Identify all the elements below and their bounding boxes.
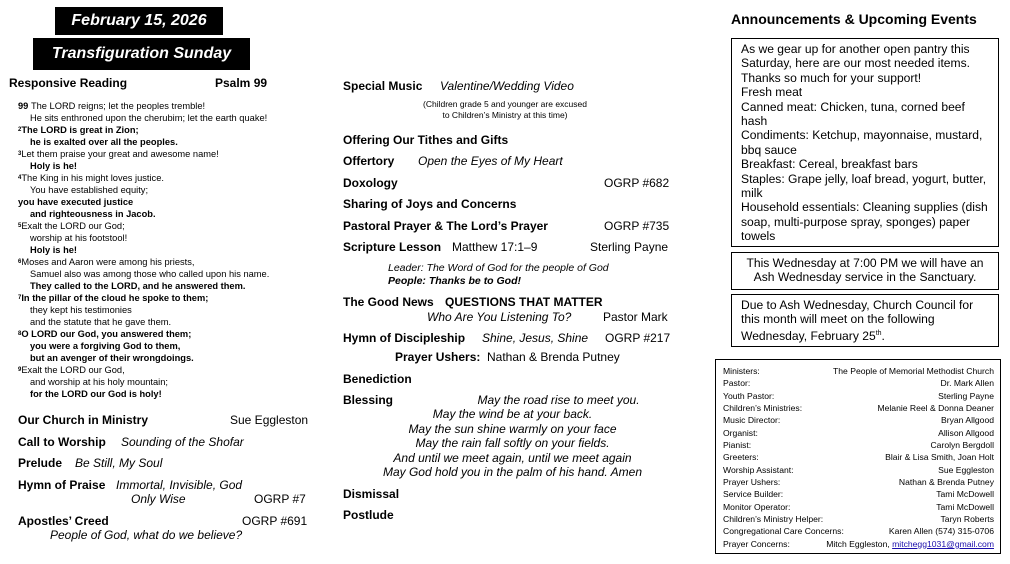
staff-name: Carolyn Bergdoll — [930, 440, 994, 451]
hymn-of-discipleship-label: Hymn of Discipleship — [343, 331, 466, 345]
psalm-line — [18, 244, 318, 256]
apostles-creed-number: OGRP #691 — [242, 514, 308, 528]
staff-role: Worship Assistant: — [723, 464, 794, 475]
sermon-pastor: Pastor Mark — [603, 310, 668, 324]
psalm-line-text: Exalt the LORD our God, — [21, 365, 125, 375]
doxology-number: OGRP #682 — [604, 176, 670, 190]
benediction-label: Benediction — [343, 372, 412, 386]
staff-name: The People of Memorial Methodist Church — [833, 366, 994, 376]
psalm-line-text: you have executed justice — [18, 197, 134, 207]
staff-name: Allison Allgood — [938, 427, 994, 438]
verse-number: 7 — [18, 295, 22, 301]
announcements-title: Announcements & Upcoming Events — [731, 11, 977, 27]
blessing-line: And until we meet again, until we meet again — [393, 450, 632, 465]
offertory-title: Open the Eyes of My Heart — [418, 154, 563, 168]
pantry-line: Canned meat: Chicken, tuna, corned beef hash — [741, 99, 965, 129]
pastoral-prayer-number: OGRP #735 — [604, 219, 670, 233]
staff-directory — [715, 359, 1001, 554]
joys-concerns-label: Sharing of Joys and Concerns — [343, 197, 517, 211]
psalm-line-text: The King in his might loves justice. — [21, 173, 164, 183]
staff-row — [723, 451, 994, 463]
psalm-line-text: They called to the LORD, and he answered them. — [30, 281, 246, 291]
staff-name: Blair & Lisa Smith, Joan Holt — [885, 452, 994, 463]
good-news-label: The Good News — [343, 295, 434, 309]
pantry-announcement — [731, 38, 999, 247]
call-to-worship-title: Sounding of the Shofar — [121, 435, 244, 449]
psalm-line-text: Moses and Aaron were among his priests, — [21, 257, 195, 267]
psalm-line-text: The LORD is great in Zion; — [21, 125, 139, 135]
blessing-line: May the wind be at your back. — [432, 407, 593, 422]
psalm-line-text: He sits enthroned upon the cherubim; let the earth quake! — [30, 113, 268, 123]
staff-name: Karen Allen (574) 315-0706 — [888, 526, 994, 537]
verse-number: 8 — [18, 331, 22, 337]
prayer-concerns-row — [723, 538, 994, 550]
hymn-of-praise-number: OGRP #7 — [254, 492, 306, 506]
prayer-concerns-email-link[interactable]: mitchegg1031@gmail.com — [892, 538, 994, 549]
staff-row — [723, 525, 994, 537]
children-note — [343, 99, 667, 121]
staff-row — [723, 402, 994, 414]
psalm-line-text: In the pillar of the cloud he spoke to them; — [21, 293, 209, 303]
hymn-of-praise-title-cont: Only Wise — [131, 492, 186, 506]
psalm-line-text: and worship at his holy mountain; — [30, 377, 168, 387]
staff-row — [723, 365, 994, 377]
staff-row — [723, 476, 994, 488]
staff-role: Music Director: — [723, 415, 781, 426]
psalm-line-text: you were a forgiving God to them, — [30, 341, 181, 351]
leader-response: Leader: The Word of God for the people of God — [388, 262, 609, 274]
staff-name: Melanie Reel & Donna Deaner — [877, 403, 994, 414]
blessing-line: May the rain fall softly on your fields. — [415, 436, 610, 451]
staff-row — [723, 501, 994, 513]
psalm-line — [18, 364, 318, 376]
psalm-line — [18, 220, 318, 232]
children-note-line-2: to Children’s Ministry at this time) — [442, 110, 568, 120]
pantry-line: Staples: Grape jelly, loaf bread, yogurt, butter, milk — [741, 171, 987, 201]
staff-name: Dr. Mark Allen — [940, 378, 994, 389]
verse-number: 9 — [18, 367, 22, 373]
staff-role: Service Builder: — [723, 489, 784, 500]
pantry-line: Fresh meat — [741, 85, 803, 100]
pantry-line: As we gear up for another open pantry this Saturday, here are our most needed items. — [741, 42, 971, 71]
responsive-reading-title: Responsive Reading — [9, 76, 128, 90]
council-text: Due to Ash Wednesday, Church Council for this month will meet on the following Wednesday, February 25th. — [741, 298, 974, 343]
pantry-line: Thanks so much for your support! — [741, 70, 922, 85]
staff-row — [723, 390, 994, 402]
prayer-ushers-names: Nathan & Brenda Putney — [487, 350, 620, 364]
psalm-line-text: O LORD our God, you answered them; — [21, 329, 192, 339]
psalm-line-text: Samuel also was among those who called upon his name. — [30, 269, 270, 279]
staff-row — [723, 464, 994, 476]
psalm-line — [18, 112, 318, 124]
scripture-lesson-label: Scripture Lesson — [343, 240, 442, 254]
offertory-label: Offertory — [343, 154, 395, 168]
psalm-line — [18, 172, 318, 184]
psalm-line — [18, 388, 318, 400]
psalm-line-text: worship at his footstool! — [30, 233, 128, 243]
staff-role: Youth Pastor: — [723, 390, 775, 401]
staff-name: Tami McDowell — [936, 501, 994, 512]
blessing-label: Blessing — [343, 393, 394, 407]
psalm-line — [18, 376, 318, 388]
psalm-line-text: Holy is he! — [30, 245, 78, 255]
pastoral-prayer-label: Pastoral Prayer & The Lord’s Prayer — [343, 219, 548, 233]
staff-name: Sue Eggleston — [938, 464, 994, 475]
staff-name: Bryan Allgood — [940, 415, 994, 426]
psalm-line — [18, 340, 318, 352]
psalm-line-text: they kept his testimonies — [30, 305, 132, 315]
verse-number: 6 — [18, 259, 22, 265]
psalm-line-text: You have established equity; — [30, 185, 149, 195]
date-banner: February 15, 2026 — [55, 7, 223, 35]
prayer-ushers-label: Prayer Ushers: — [395, 350, 481, 364]
blessing-text — [360, 393, 665, 479]
pantry-line: Breakfast: Cereal, breakfast bars — [741, 157, 918, 172]
hymn-of-discipleship-title: Shine, Jesus, Shine — [482, 331, 589, 345]
staff-role: Organist: — [723, 427, 758, 438]
staff-row — [723, 414, 994, 426]
psalm-line — [18, 352, 318, 364]
prayer-concerns-role: Prayer Concerns: — [723, 538, 790, 549]
psalm-line-text: Let them praise your great and awesome name! — [21, 149, 219, 159]
staff-role: Ministers: — [723, 366, 760, 376]
blessing-line: May the sun shine warmly on your face — [408, 421, 617, 436]
staff-row — [723, 427, 994, 439]
verse-number: 99 — [18, 101, 31, 111]
psalm-line-text: and righteousness in Jacob. — [30, 209, 156, 219]
blessing-line: May God hold you in the palm of his hand. Amen — [382, 465, 643, 480]
psalm-line — [18, 124, 318, 136]
pantry-line: Condiments: Ketchup, mayonnaise, mustard, bbq sauce — [741, 128, 983, 157]
staff-role: Prayer Ushers: — [723, 477, 781, 488]
psalm-line — [18, 256, 318, 268]
staff-role: Monitor Operator: — [723, 501, 791, 512]
staff-role: Pastor: — [723, 378, 751, 389]
hymn-of-discipleship-number: OGRP #217 — [605, 331, 671, 345]
psalm-line — [18, 208, 318, 220]
verse-number: 3 — [18, 151, 22, 157]
psalm-line-text: Exalt the LORD our God; — [21, 221, 125, 231]
our-church-label: Our Church in Ministry — [18, 413, 149, 427]
verse-number: 5 — [18, 223, 22, 229]
council-announcement — [731, 294, 999, 347]
psalm-line — [18, 184, 318, 196]
our-church-person: Sue Eggleston — [230, 413, 309, 427]
special-music-label: Special Music — [343, 79, 423, 93]
verse-number: 4 — [18, 175, 22, 181]
apostles-creed-label: Apostles’ Creed — [18, 514, 109, 528]
psalm-line-text: The LORD reigns; let the peoples tremble! — [30, 101, 206, 111]
doxology-label: Doxology — [343, 176, 398, 190]
psalm-line — [18, 292, 318, 304]
staff-name: Tami McDowell — [936, 489, 994, 500]
ash-wednesday-text: This Wednesday at 7:00 PM we will have an Ash Wednesday service in the Sanctuary. — [746, 256, 984, 285]
psalm-line — [18, 160, 318, 172]
people-response: People: Thanks be to God! — [388, 275, 522, 287]
prelude-label: Prelude — [18, 456, 63, 470]
scripture-reference: Matthew 17:1–9 — [452, 240, 538, 254]
call-to-worship-label: Call to Worship — [18, 435, 106, 449]
offering-label: Offering Our Tithes and Gifts — [343, 133, 509, 147]
psalm-line — [18, 316, 318, 328]
psalm-line — [18, 136, 318, 148]
psalm-text — [18, 100, 318, 400]
blessing-line: May the road rise to meet you. — [477, 393, 640, 407]
psalm-line — [18, 280, 318, 292]
ash-wednesday-announcement — [731, 252, 999, 290]
prayer-concerns-contact — [826, 538, 994, 550]
hymn-of-praise-title: Immortal, Invisible, God — [116, 478, 243, 492]
staff-role: Congregational Care Concerns: — [723, 526, 844, 537]
verse-number: 2 — [18, 127, 22, 133]
staff-role: Pianist: — [723, 440, 752, 451]
staff-name: Nathan & Brenda Putney — [898, 477, 994, 488]
staff-name: Sterling Payne — [938, 390, 994, 401]
special-music-title: Valentine/Wedding Video — [440, 79, 574, 93]
staff-role: Children’s Ministry Helper: — [723, 514, 824, 525]
scripture-reader: Sterling Payne — [590, 240, 669, 254]
staff-name: Taryn Roberts — [940, 514, 994, 525]
psalm-reference: Psalm 99 — [215, 76, 268, 90]
staff-role: Greeters: — [723, 452, 759, 463]
psalm-line — [18, 328, 318, 340]
psalm-line-text: for the LORD our God is holy! — [30, 389, 162, 399]
psalm-line-text: but an avenger of their wrongdoings. — [30, 353, 194, 363]
apostles-creed-subtitle: People of God, what do we believe? — [50, 528, 243, 542]
staff-row — [723, 377, 994, 389]
psalm-line — [18, 148, 318, 160]
psalm-line-text: Holy is he! — [30, 161, 78, 171]
postlude-label: Postlude — [343, 508, 394, 522]
psalm-line — [18, 196, 318, 208]
occasion-banner: Transfiguration Sunday — [33, 38, 250, 70]
prayer-concerns-name: Mitch Eggleston, — [826, 538, 893, 549]
psalm-line — [18, 100, 318, 112]
dismissal-label: Dismissal — [343, 487, 400, 501]
psalm-line-text: he is exalted over all the peoples. — [30, 137, 178, 147]
hymn-of-praise-label: Hymn of Praise — [18, 478, 106, 492]
staff-row — [723, 513, 994, 525]
staff-row — [723, 439, 994, 451]
prelude-title: Be Still, My Soul — [75, 456, 163, 470]
pantry-line: Household essentials: Cleaning supplies (dish soap, multi-purpose spray, sponges) paper towels — [741, 200, 988, 244]
sermon-series-title: QUESTIONS THAT MATTER — [445, 295, 603, 309]
psalm-line — [18, 232, 318, 244]
psalm-line-text: and the statute that he gave them. — [30, 317, 172, 327]
staff-row — [723, 488, 994, 500]
psalm-line — [18, 268, 318, 280]
psalm-line — [18, 304, 318, 316]
sermon-title: Who Are You Listening To? — [427, 310, 572, 324]
children-note-line-1: (Children grade 5 and younger are excused — [423, 99, 587, 109]
staff-role: Children’s Ministries: — [723, 403, 803, 414]
